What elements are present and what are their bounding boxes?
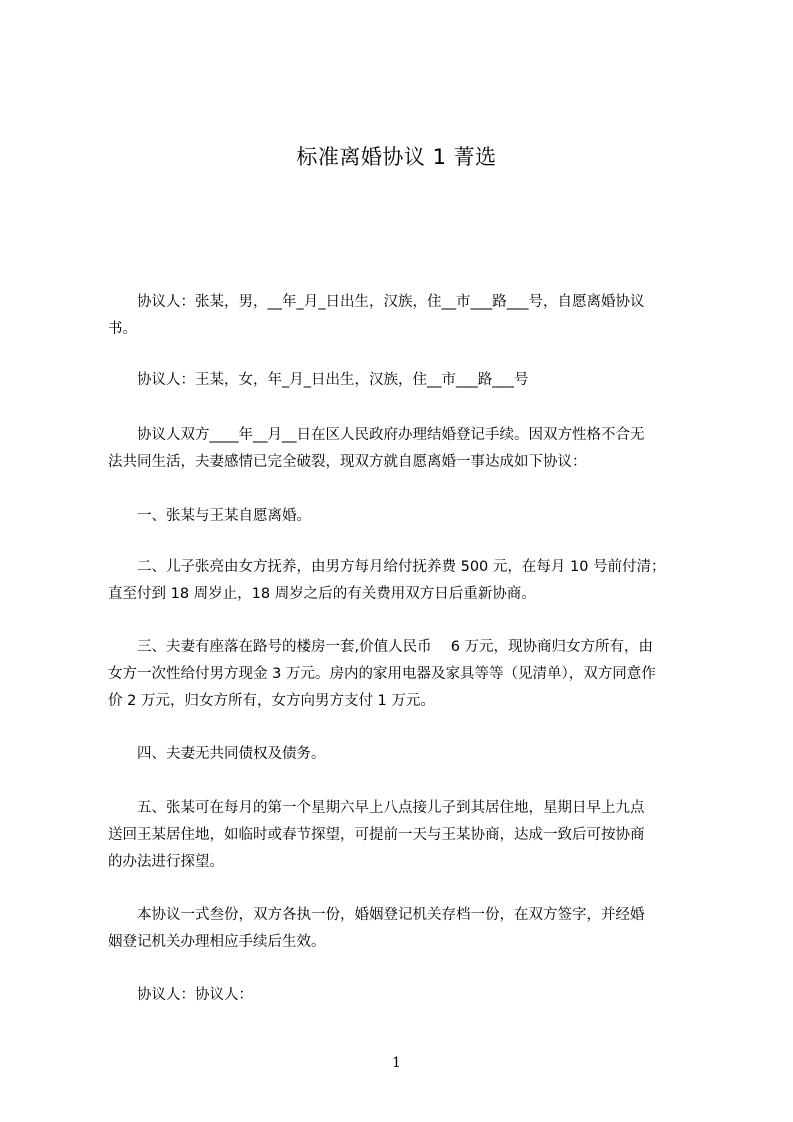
copies-paragraph [108,902,700,956]
paragraph-line: 四、夫妻无共同债权及债务。 [108,746,326,762]
paragraph-line: 直至付到 18 周岁止，18 周岁之后的有关费用双方日后重新协商。 [108,586,536,602]
clause-4-paragraph [108,741,700,768]
paragraph-line: 法共同生活，夫妻感情已完全破裂，现双方就自愿离婚一事达成如下协议： [108,454,587,470]
paragraph-line: 价 2 万元，归女方所有，女方向男方支付 1 万元。 [108,693,435,709]
document-title: 标准离婚协议 1 菁选 [296,145,497,169]
party-b-paragraph [108,367,700,394]
paragraph-line: 送回王某居住地，如临时或春节探望，可提前一天与王某协商，达成一致后可按协商 [108,827,645,843]
paragraph-line: 协议人：王某，女，年_月_日出生，汉族，住__市___路___号 [108,372,529,388]
paragraph-line: 二、儿子张亮由女方抚养，由男方每月给付抚养费 500 元，在每月 10 号前付清； [108,559,666,575]
signature-paragraph [108,982,700,1009]
paragraph-line: 五、张某可在每月的第一个星期六早上八点接儿子到其居住地，星期日早上九点 [108,800,645,816]
paragraph-line: 一、张某与王某自愿离婚。 [108,508,311,524]
paragraph-line: 协议人：张某，男，__年_月_日出生，汉族，住__市___路___号，自愿离婚协议 [108,294,645,310]
clause-2-paragraph [108,554,700,608]
paragraph-line: 本协议一式叁份，双方各执一份，婚姻登记机关存档一份，在双方签字，并经婚 [108,907,645,923]
page-number: 1 [392,1055,401,1071]
background-paragraph [108,422,700,476]
clause-1-paragraph [108,503,700,530]
paragraph-line: 协议人：协议人： [108,987,253,1003]
paragraph-line: 协议人双方____年__月__日在区人民政府办理结婚登记手续。因双方性格不合无 [108,427,645,443]
paragraph-line: 书。 [108,321,137,337]
paragraph-line: 女方一次性给付男方现金 3 万元。房内的家用电器及家具等等（见清单），双方同意作 [108,666,656,682]
clause-3-paragraph [108,634,700,715]
party-a-paragraph [108,289,700,343]
clause-5-paragraph [108,795,700,876]
paragraph-line: 姻登记机关办理相应手续后生效。 [108,934,326,950]
paragraph-line: 三、夫妻有座落在路号的楼房一套,价值人民币 6 万元，现协商归女方所有，由 [108,639,654,655]
paragraph-line: 的办法进行探望。 [108,854,224,870]
